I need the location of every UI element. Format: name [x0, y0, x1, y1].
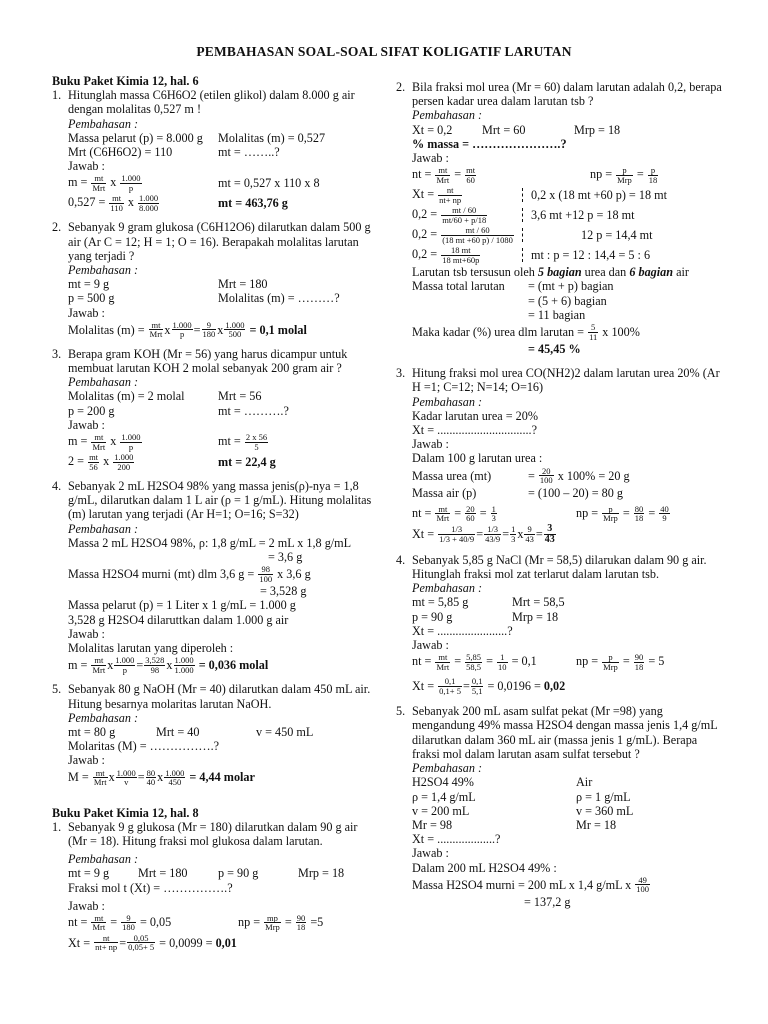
fraction: $\frac{mt}{110}$ — [110, 193, 123, 213]
fraction: $\frac{18 mt}{18 mt+60p}$ — [442, 245, 480, 265]
question-number: 5. — [396, 704, 406, 719]
pembahasan-label: Pembahasan : — [412, 761, 483, 776]
equation-result: = 5 — [648, 654, 665, 669]
given-line: mt = ……….? — [218, 403, 289, 418]
given-line: Xt = .......................? — [412, 623, 513, 638]
equation-result: = 45,45 % — [528, 342, 581, 357]
fraction: $\frac{2 x 56}{5}$ — [245, 432, 268, 452]
working-line: Massa total larutan — [412, 279, 505, 294]
equation-lhs: 0,527 = — [68, 195, 106, 210]
fraction: $\frac{mt}{\text{Mrt}}$ — [92, 173, 106, 193]
equation-lhs: Xt = — [412, 527, 435, 542]
given-line: Mr = 18 — [576, 817, 617, 832]
question-number: 2. — [396, 80, 406, 94]
fraction: $\frac{1.000}{8.000}$ — [139, 193, 159, 213]
working-line: Massa air (p) — [412, 485, 477, 500]
right-column — [396, 80, 726, 909]
given-line: mt = 9 g — [68, 277, 110, 292]
pembahasan-label: Pembahasan : — [68, 710, 139, 725]
fraction: $\frac{1.000}{200}$ — [114, 452, 134, 472]
working-line: Dalam 200 mL H2SO4 49% : — [412, 860, 557, 875]
jawab-label: Jawab : — [68, 898, 105, 913]
highlight-text: 5 bagian — [537, 265, 582, 280]
working-line: 0,2 x (18 mt +60 p) = 18 mt — [522, 188, 726, 202]
fraction: $\frac{nt}{nt+ np}$ — [439, 185, 462, 205]
fraction: $\frac{40}{9}$ — [660, 503, 669, 524]
given-line: Molalitas (m) = ………? — [218, 291, 340, 306]
fraction: $\frac{80}{40}$ — [146, 767, 156, 788]
equation-result: = 0,0099 = — [159, 935, 213, 950]
working-line: Massa urea (mt) — [412, 468, 492, 483]
equation-result: =5 — [310, 914, 324, 929]
fraction: $\frac{mt}{\text{Mrt}}$ — [149, 319, 163, 340]
working-line: Massa 2 mL H2SO4 98%, ρ: 1,8 g/mL = 2 mL x 1,8 g/mL — [68, 535, 352, 550]
given-line: Kadar larutan urea = 20% — [412, 408, 538, 423]
equation-lhs: np = — [590, 167, 613, 182]
page-title: PEMBAHASAN SOAL-SOAL SIFAT KOLIGATIF LARUTAN — [196, 44, 572, 59]
working-line: = (5 + 6) bagian — [528, 293, 607, 308]
working-line: = (100 – 20) = 80 g — [528, 485, 623, 500]
fraction: $\frac{1}{10}$ — [498, 652, 507, 672]
equation-lhs: nt = — [412, 167, 432, 182]
fraction: $\frac{mt}{\text{Mrt}}$ — [436, 652, 450, 672]
given-line: Mrt (C6H6O2) = 110 — [68, 145, 173, 160]
equation-result: = 137,2 g — [524, 894, 571, 909]
fraction: $\frac{mt}{\text{Mrt}}$ — [92, 655, 106, 675]
working-line: = 11 bagian — [528, 307, 586, 322]
jawab-label: Jawab : — [68, 159, 105, 174]
equation-lhs: np = — [576, 654, 599, 669]
fraction: $\frac{5}{11}$ — [589, 322, 598, 342]
section-heading: Buku Paket Kimia 12, hal. 6 — [52, 74, 199, 88]
question-r5 — [396, 704, 726, 909]
jawab-label: Jawab : — [412, 151, 449, 166]
question-r4: 4. Sebanyak 5,85 g NaCl (Mr = 58,5) dilarukan dalam 90 g air. Hitunglah fraksi mol zat terlarut dalam larutan tsb. Pembahasan : mt = 5,85 g Mrt = 58,5 p = 90 g Mrp = 18 Xt = .......................? Jawab : nt = $\frac{mt}{\text{Mrt}}$ = $\frac{5,85}{58,5}$ = $\frac{1}{10}$ = 0,1 np = $\frac{p}{\text{Mrp}}$ = $\frac{90}{18}$ = 5 Xt = $\frac{0,1}{0,1+ 5}$ = $\frac{0,1}{5,1}$ = 0,0196 = 0,02 — [396, 553, 726, 696]
fraction: $\frac{0,1}{0,1+ 5}$ — [439, 676, 461, 696]
given-line: Mrp = 18 — [574, 122, 621, 137]
pembahasan-label: Pembahasan : — [68, 852, 139, 867]
working-line: x 3,6 g — [277, 567, 311, 582]
equation-lhs: M = — [68, 770, 89, 785]
working-line: = 3,528 g — [260, 584, 307, 599]
pembahasan-label: Pembahasan : — [68, 263, 139, 278]
fraction: $\frac{1.000}{p}$ — [115, 655, 135, 675]
working-line: air — [676, 265, 689, 280]
question-number: 1. — [52, 88, 62, 103]
question-text: Sebanyak 200 mL asam sulfat pekat (Mr =98) yang mengandung 49% massa H2SO4 dengan massa jenis 1,4 g/mL dilarutkan dalam 360 mL air (massa jenis 1 g/mL). Berapa fraksi mol dalam larutan asam sulfat tersebut ? — [412, 704, 718, 761]
fraction: $\frac{mt}{56}$ — [89, 452, 99, 472]
working-line: 3,6 mt +12 p = 18 mt — [522, 208, 726, 222]
question-4: 4. Sebanyak 2 mL H2SO4 98% yang massa jenis(ρ)-nya = 1,8 g/mL, dilarutkan dalam 1 L air (ρ = 1 g/mL). Hitung molalitas (m) larutan yang terjadi (Ar H=1; O=16; S=32) Pembahasan : Massa 2 mL H2SO4 98%, ρ: 1,8 g/mL = 2 mL x 1,8 g/mL = 3,6 g Massa H2SO4 murni (mt) dlm 3,6 g = $\frac{98}{100}$ x 3,6 g = 3,528 g Massa pelarut (p) = 1 Liter x 1 g/mL = 1.000 g 3,528 g H2SO4 dilaruttkan dalam 1.000 g air Jawab : Molalitas larutan yang diperoleh : m = $\frac{mt}{\text{Mrt}}$ x $\frac{1.000}{p}$ = $\frac{3,528}{98}$ x $\frac{1.000}{1.000}$ = 0,036 molal — [52, 479, 378, 675]
question-text: Sebanyak 80 g NaOH (Mr = 40) dilarutkan dalam 450 mL air. Hitung besarnya molaritas larutan NaOH. — [68, 682, 371, 711]
working-line: = 3,6 g — [268, 550, 303, 565]
equation-lhs: np = — [576, 505, 599, 520]
given-line: Xt = ...................? — [412, 832, 501, 847]
working-line: mt : p = 12 : 14,4 = 5 : 6 — [522, 248, 726, 262]
given-line: H2SO4 49% — [412, 775, 474, 790]
fraction: $\frac{1}{3}$ — [511, 524, 516, 544]
fraction: $\frac{p}{\text{Mrp}}$ — [603, 652, 618, 672]
jawab-label: Jawab : — [68, 417, 105, 432]
given-line: Xt = 0,2 — [412, 122, 453, 137]
fraction: $\frac{9}{43}$ — [525, 524, 534, 544]
fraction: $\frac{20}{100}$ — [539, 465, 553, 486]
fraction: $\frac{mt}{60}$ — [466, 165, 476, 185]
fraction: $\frac{98}{100}$ — [259, 564, 273, 584]
given-line: Mrt = 58,5 — [512, 595, 565, 610]
fraction: $\frac{mt}{\text{Mrt}}$ — [436, 165, 450, 185]
given-line: Massa pelarut (p) = 8.000 g — [68, 130, 203, 145]
fraction: $\frac{1/3}{43/9}$ — [485, 524, 501, 544]
fraction: $\frac{1.000}{1.000}$ — [174, 655, 194, 675]
left-column — [52, 72, 378, 953]
given-line: mt = ……..? — [218, 145, 280, 160]
fraction: $\frac{9}{180}$ — [202, 319, 216, 340]
pembahasan-label: Pembahasan : — [412, 581, 483, 596]
equation-result: = 4,44 molar — [189, 770, 255, 785]
fraction: $\frac{0,1}{5,1}$ — [471, 676, 483, 696]
fraction: $\frac{1}{3}$ — [491, 503, 496, 524]
given-line: Mrp = 18 — [298, 866, 345, 881]
fraction: $\frac{1.000}{500}$ — [225, 319, 245, 340]
question-number: 5. — [52, 682, 62, 697]
equation-result: 0,02 — [543, 679, 566, 694]
question-number: 4. — [52, 479, 62, 494]
given-line: p = 500 g — [68, 291, 115, 306]
fraction: $\frac{p}{\text{Mrp}}$ — [603, 503, 618, 524]
equation-result: = 0,0196 = — [487, 679, 541, 694]
pembahasan-label: Pembahasan : — [68, 521, 139, 536]
given-line: Mrt = 180 — [218, 277, 268, 292]
highlight-text: 6 bagian — [629, 265, 674, 280]
given-line: mt = 5,85 g — [412, 595, 469, 610]
question-number: 1. — [52, 819, 62, 834]
question-text: Bila fraksi mol urea (Mr = 60) dalam larutan adalah 0,2, berapa persen kadar urea dalam larutan tsb ? — [412, 80, 722, 109]
equation-result: mt = 22,4 g — [218, 454, 276, 469]
given-line: Mr = 98 — [412, 817, 453, 832]
fraction: $\frac{1.000}{450}$ — [165, 767, 185, 788]
given-line: Molalitas (m) = 2 molal — [68, 389, 185, 404]
given-line: Mrt = 60 — [482, 122, 526, 137]
jawab-label: Jawab : — [68, 753, 105, 768]
working-line: x 100% = 20 g — [557, 468, 630, 483]
question-1: 1. Hitunglah massa C6H6O2 (etilen glikol) dalam 8.000 g air dengan molalitas 0,527 m ! Pembahasan : Massa pelarut (p) = 8.000 g Molalitas (m) = 0,527 Mrt (C6H6O2) = 110 mt = ……..? Jawab : m = $\frac{mt}{\text{Mrt}}$ x $\frac{1.000}{p}$ mt = 0,527 x 110 x 8 0,527 = $\frac{mt}{110}$ x $\frac{1.000}{8.000}$ mt = 463,76 g — [52, 88, 378, 213]
fraction: $\frac{p}{\text{Mrp}}$ — [617, 165, 632, 185]
equation-lhs: Xt = — [412, 679, 435, 694]
fraction: $\frac{mt}{\text{Mrt}}$ — [92, 432, 106, 452]
working-line: x 100% — [602, 324, 640, 339]
fraction: $\frac{mt}{\text{Mrt}}$ — [92, 912, 106, 933]
jawab-label: Jawab : — [412, 638, 449, 653]
given-line: Mrt = 40 — [156, 724, 200, 739]
question-text: Sebanyak 9 gram glukosa (C6H12O6) dilarutkan dalam 500 g air (Ar C = 12; H = 1; O = 16). Berapakah molalitas larutan yang terjadi ? — [68, 220, 371, 263]
equation-lhs: Xt = — [412, 187, 435, 202]
question-number: 4. — [396, 552, 406, 567]
fraction: $\frac{mt / 60}{(18 mt +60 p) / 1080}$ — [442, 225, 513, 245]
working-line: Massa H2SO4 murni (mt) dlm 3,6 g = — [68, 567, 255, 582]
fraction: $\frac{p}{18}$ — [648, 165, 658, 185]
question-number: 3. — [396, 366, 406, 381]
jawab-label: Jawab : — [68, 626, 105, 641]
pembahasan-label: Pembahasan : — [412, 394, 483, 409]
equation-result: mt = 463,76 g — [218, 196, 288, 211]
equation-result: 0,01 — [215, 935, 237, 950]
given-line: Mrp = 18 — [512, 609, 559, 624]
equation-lhs: nt = — [68, 914, 88, 929]
equation-result: mt = 0,527 x 110 x 8 — [218, 176, 320, 191]
given-line: p = 90 g — [412, 609, 453, 624]
fraction: $\frac{5,85}{58,5}$ — [466, 652, 482, 672]
question-number: 3. — [52, 346, 62, 361]
given-line: Mrt = 56 — [218, 389, 262, 404]
question-6: 1. Sebanyak 9 g glukosa (Mr = 180) dilarutkan dalam 90 g air (Mr = 18). Hitung fraksi mol glukosa dalam larutan. Pembahasan : mt = 9 g Mrt = 180 p = 90 g Mrp = 18 Fraksi mol t (Xt) = …………….? Jawab : nt = $\frac{mt}{\text{Mrt}}$ = $\frac{9}{180}$ = 0,05 np = $\frac{mp}{\text{Mrp}}$ = $\frac{90}{18}$ =5 Xt = $\frac{nt}{nt+ np}$ = $\frac{0,05}{0,05+ 5}$ = 0,0099 = 0,01 — [52, 820, 378, 953]
working-line: Massa pelarut (p) = 1 Liter x 1 g/mL = 1.000 g — [68, 598, 296, 613]
equation-lhs: np = — [238, 914, 261, 929]
given-line: ρ = 1,4 g/mL — [412, 789, 476, 804]
given-line: Molaritas (M) = …………….? — [68, 739, 220, 754]
fraction: $\frac{1.000}{p}$ — [172, 319, 192, 340]
given-line: % massa = ………………….? — [412, 136, 567, 151]
fraction: $\frac{1.000}{p}$ — [121, 432, 141, 452]
question-2: 2. Sebanyak 9 gram glukosa (C6H12O6) dilarutkan dalam 500 g air (Ar C = 12; H = 1; O = 16). Berapakah molalitas larutan yang terjadi ? Pembahasan : mt = 9 g Mrt = 180 p = 500 g Molalitas (m) = ………? Jawab : Molalitas (m) = $\frac{mt}{\text{Mrt}}$ x $\frac{1.000}{p}$ = $\frac{9}{180}$ x $\frac{1.000}{500}$ = 0,1 molal — [52, 220, 378, 339]
fraction: $\frac{1/3}{1/3 + 40/9}$ — [439, 524, 475, 544]
question-text: Hitunglah massa C6H6O2 (etilen glikol) dalam 8.000 g air dengan molalitas 0,527 m ! — [68, 88, 355, 117]
question-r2: 2. Bila fraksi mol urea (Mr = 60) dalam larutan adalah 0,2, berapa persen kadar urea dalam larutan tsb ? Pembahasan : Xt = 0,2 Mrt = 60 Mrp = 18 % massa = ………………….? Jawab : nt = $\frac{mt}{\text{Mrt}}$ = $\frac{mt}{60}$ np = $\frac{p}{\text{Mrp}}$ = $\frac{p}{18}$ Xt = $\frac{nt}{nt+ np}$ 0,2 x (18 mt +60 p) = 18 mt 0,2 = $\frac{mt / 60}{mt/60 + p/18}$ 3,6 mt +12 p = 18 mt 0,2 = $\frac{mt / 60}{(18 mt +60 p) / 1080}$ 12 p = 14,4 mt 0,2 = $\frac{18 mt}{18 mt+60p}$ mt : p = 12 : 14,4 = 5 : 6 Larutan tsb tersusun oleh 5 bagian urea dan 6 bagian air Massa total larutan = (mt + p) bagian = (5 + 6) bagian = 11 bagian Maka kadar (%) urea dlm larutan = $\frac{5}{11}$ x 100% = 45,45 % — [396, 80, 726, 356]
given-line: Xt = ...............................? — [412, 423, 538, 438]
question-text: Sebanyak 2 mL H2SO4 98% yang massa jenis(ρ)-nya = 1,8 g/mL, dilarutkan dalam 1 L air (ρ = 1 g/mL). Hitung molalitas (m) larutan yang terjadi (Ar H=1; O=16; S=32) — [68, 479, 372, 522]
fraction: $\frac{3}{43}$ — [544, 522, 555, 545]
jawab-label: Jawab : — [68, 305, 105, 320]
fraction: $\frac{mt / 60}{mt/60 + p/18}$ — [442, 205, 487, 225]
equation-result: = 0,05 — [139, 914, 172, 929]
jawab-label: Jawab : — [412, 846, 449, 861]
given-line: v = 200 mL — [412, 803, 470, 818]
question-text: Sebanyak 9 g glukosa (Mr = 180) dilarutkan dalam 90 g air (Mr = 18). Hitung fraksi mol glukosa dalam larutan. — [68, 819, 358, 848]
working-line: 12 p = 14,4 mt — [522, 228, 726, 242]
fraction: $\frac{49}{100}$ — [636, 874, 650, 895]
working-line: 3,528 g H2SO4 dilaruttkan dalam 1.000 g air — [68, 612, 289, 627]
equation-lhs: m = — [68, 175, 88, 190]
given-line: ρ = 1 g/mL — [576, 789, 631, 804]
working-line: Massa H2SO4 murni = 200 mL x 1,4 g/mL x — [412, 877, 632, 892]
given-line: mt = 80 g — [68, 724, 116, 739]
fraction: $\frac{mt}{\text{Mrt}}$ — [436, 503, 450, 524]
fraction: $\frac{0,05}{0,05+ 5}$ — [128, 932, 155, 953]
given-line: v = 360 mL — [576, 803, 634, 818]
pembahasan-label: Pembahasan : — [412, 108, 483, 123]
question-text: Hitung fraksi mol urea CO(NH2)2 dalam larutan urea 20% (Ar H =1; C=12; N=14; O=16) — [412, 366, 720, 395]
equation-lhs: Molalitas (m) = — [68, 322, 145, 337]
question-text: Berapa gram KOH (Mr = 56) yang harus dicampur untuk membuat larutan KOH 2 molal sebanyak 200 gram air ? — [68, 346, 348, 376]
equation-lhs: nt = — [412, 654, 432, 669]
pembahasan-label: Pembahasan : — [68, 116, 139, 131]
fraction: $\frac{20}{60}$ — [466, 503, 475, 524]
equation-lhs: m = — [68, 433, 88, 448]
working-line: Maka kadar (%) urea dlm larutan = — [412, 324, 585, 339]
question-3: 3. Berapa gram KOH (Mr = 56) yang harus dicampur untuk membuat larutan KOH 2 molal sebanyak 200 gram air ? Pembahasan : Molalitas (m) = 2 molal Mrt = 56 p = 200 g mt = ……….? Jawab : m = $\frac{mt}{\text{Mrt}}$ x $\frac{1.000}{p}$ mt = $\frac{2 x 56}{5}$ 2 = $\frac{mt}{56}$ x $\frac{1.000}{200}$ mt = 22,4 g — [52, 347, 378, 472]
equation-result: = 0,1 molal — [249, 322, 307, 337]
equation-result: mt = — [218, 433, 241, 448]
equation-lhs: Xt = — [68, 935, 91, 950]
pembahasan-label: Pembahasan : — [68, 375, 139, 390]
working-line: Molalitas larutan yang diperoleh : — [68, 641, 234, 656]
given-line: v = 450 mL — [256, 724, 314, 739]
given-line: p = 200 g — [68, 403, 115, 418]
equation-lhs: 0,2 = — [412, 247, 438, 262]
given-line: Air — [576, 775, 593, 790]
working-line: Dalam 100 g larutan urea : — [412, 451, 543, 466]
fraction: $\frac{3,528}{98}$ — [145, 655, 165, 675]
fraction: $\frac{mt}{\text{Mrt}}$ — [93, 767, 107, 788]
fraction: $\frac{90}{18}$ — [634, 652, 644, 672]
equation-result: = 0,036 molal — [198, 658, 269, 673]
jawab-label: Jawab : — [412, 437, 449, 452]
question-text: Sebanyak 5,85 g NaCl (Mr = 58,5) dilarukan dalam 90 g air. Hitunglah fraksi mol zat terlarut dalam larutan tsb. — [412, 552, 707, 582]
fraction: $\frac{mp}{\text{Mrp}}$ — [265, 912, 280, 933]
question-r3: 3. Hitung fraksi mol urea CO(NH2)2 dalam larutan urea 20% (Ar H =1; C=12; N=14; O=16) Pembahasan : Kadar larutan urea = 20% Xt = ...............................? Jawab : Dalam 100 g larutan urea : Massa urea (mt) = $\frac{20}{100}$ x 100% = 20 g Massa air (p) = (100 – 20) = 80 g nt = $\frac{mt}{\text{Mrt}}$ = $\frac{20}{60}$ = $\frac{1}{3}$ np = $\frac{p}{\text{Mrp}}$ = $\frac{80}{18}$ = $\frac{40}{9}$ Xt = $\frac{1/3}{1/3 + 40/9}$ = $\frac{1/3}{43/9}$ = $\frac{1}{3}$ x $\frac{9}{43}$ = $\frac{3}{43}$ — [396, 366, 726, 545]
given-line: Molalitas (m) = 0,527 — [218, 130, 326, 145]
working-line: Larutan tsb tersusun oleh — [412, 265, 535, 280]
given-line: Fraksi mol t (Xt) = …………….? — [68, 880, 233, 895]
equation-lhs: nt = — [412, 505, 432, 520]
fraction: $\frac{9}{180}$ — [122, 912, 135, 933]
fraction: $\frac{80}{18}$ — [634, 503, 644, 524]
equation-lhs: 0,2 = — [412, 207, 438, 222]
fraction: $\frac{90}{18}$ — [296, 912, 306, 933]
question-5: 5. Sebanyak 80 g NaOH (Mr = 40) dilarutkan dalam 450 mL air. Hitung besarnya molaritas larutan NaOH. Pembahasan : mt = 80 g Mrt = 40 v = 450 mL Molaritas (M) = …………….? Jawab : M = $\frac{mt}{\text{Mrt}}$ x $\frac{1.000}{v}$ = $\frac{80}{40}$ x $\frac{1.000}{450}$ = 4,44 molar — [52, 682, 378, 787]
equation-lhs: 0,2 = — [412, 227, 438, 242]
equation-lhs: 2 = — [68, 453, 85, 468]
fraction: $\frac{1.000}{p}$ — [121, 173, 141, 193]
fraction: $\frac{nt}{nt+ np}$ — [95, 932, 118, 953]
equation-lhs: m = — [68, 658, 88, 673]
given-line: Mrt = 180 — [138, 866, 188, 881]
working-line: = (mt + p) bagian — [528, 279, 614, 294]
given-line: mt = 9 g — [68, 866, 110, 881]
equation-result: = 0,1 — [511, 654, 537, 669]
section-heading: Buku Paket Kimia 12, hal. 8 — [52, 805, 199, 820]
question-number: 2. — [52, 220, 62, 235]
fraction: $\frac{1.000}{v}$ — [116, 767, 136, 788]
given-line: p = 90 g — [218, 866, 259, 881]
working-line: urea dan — [584, 265, 627, 280]
